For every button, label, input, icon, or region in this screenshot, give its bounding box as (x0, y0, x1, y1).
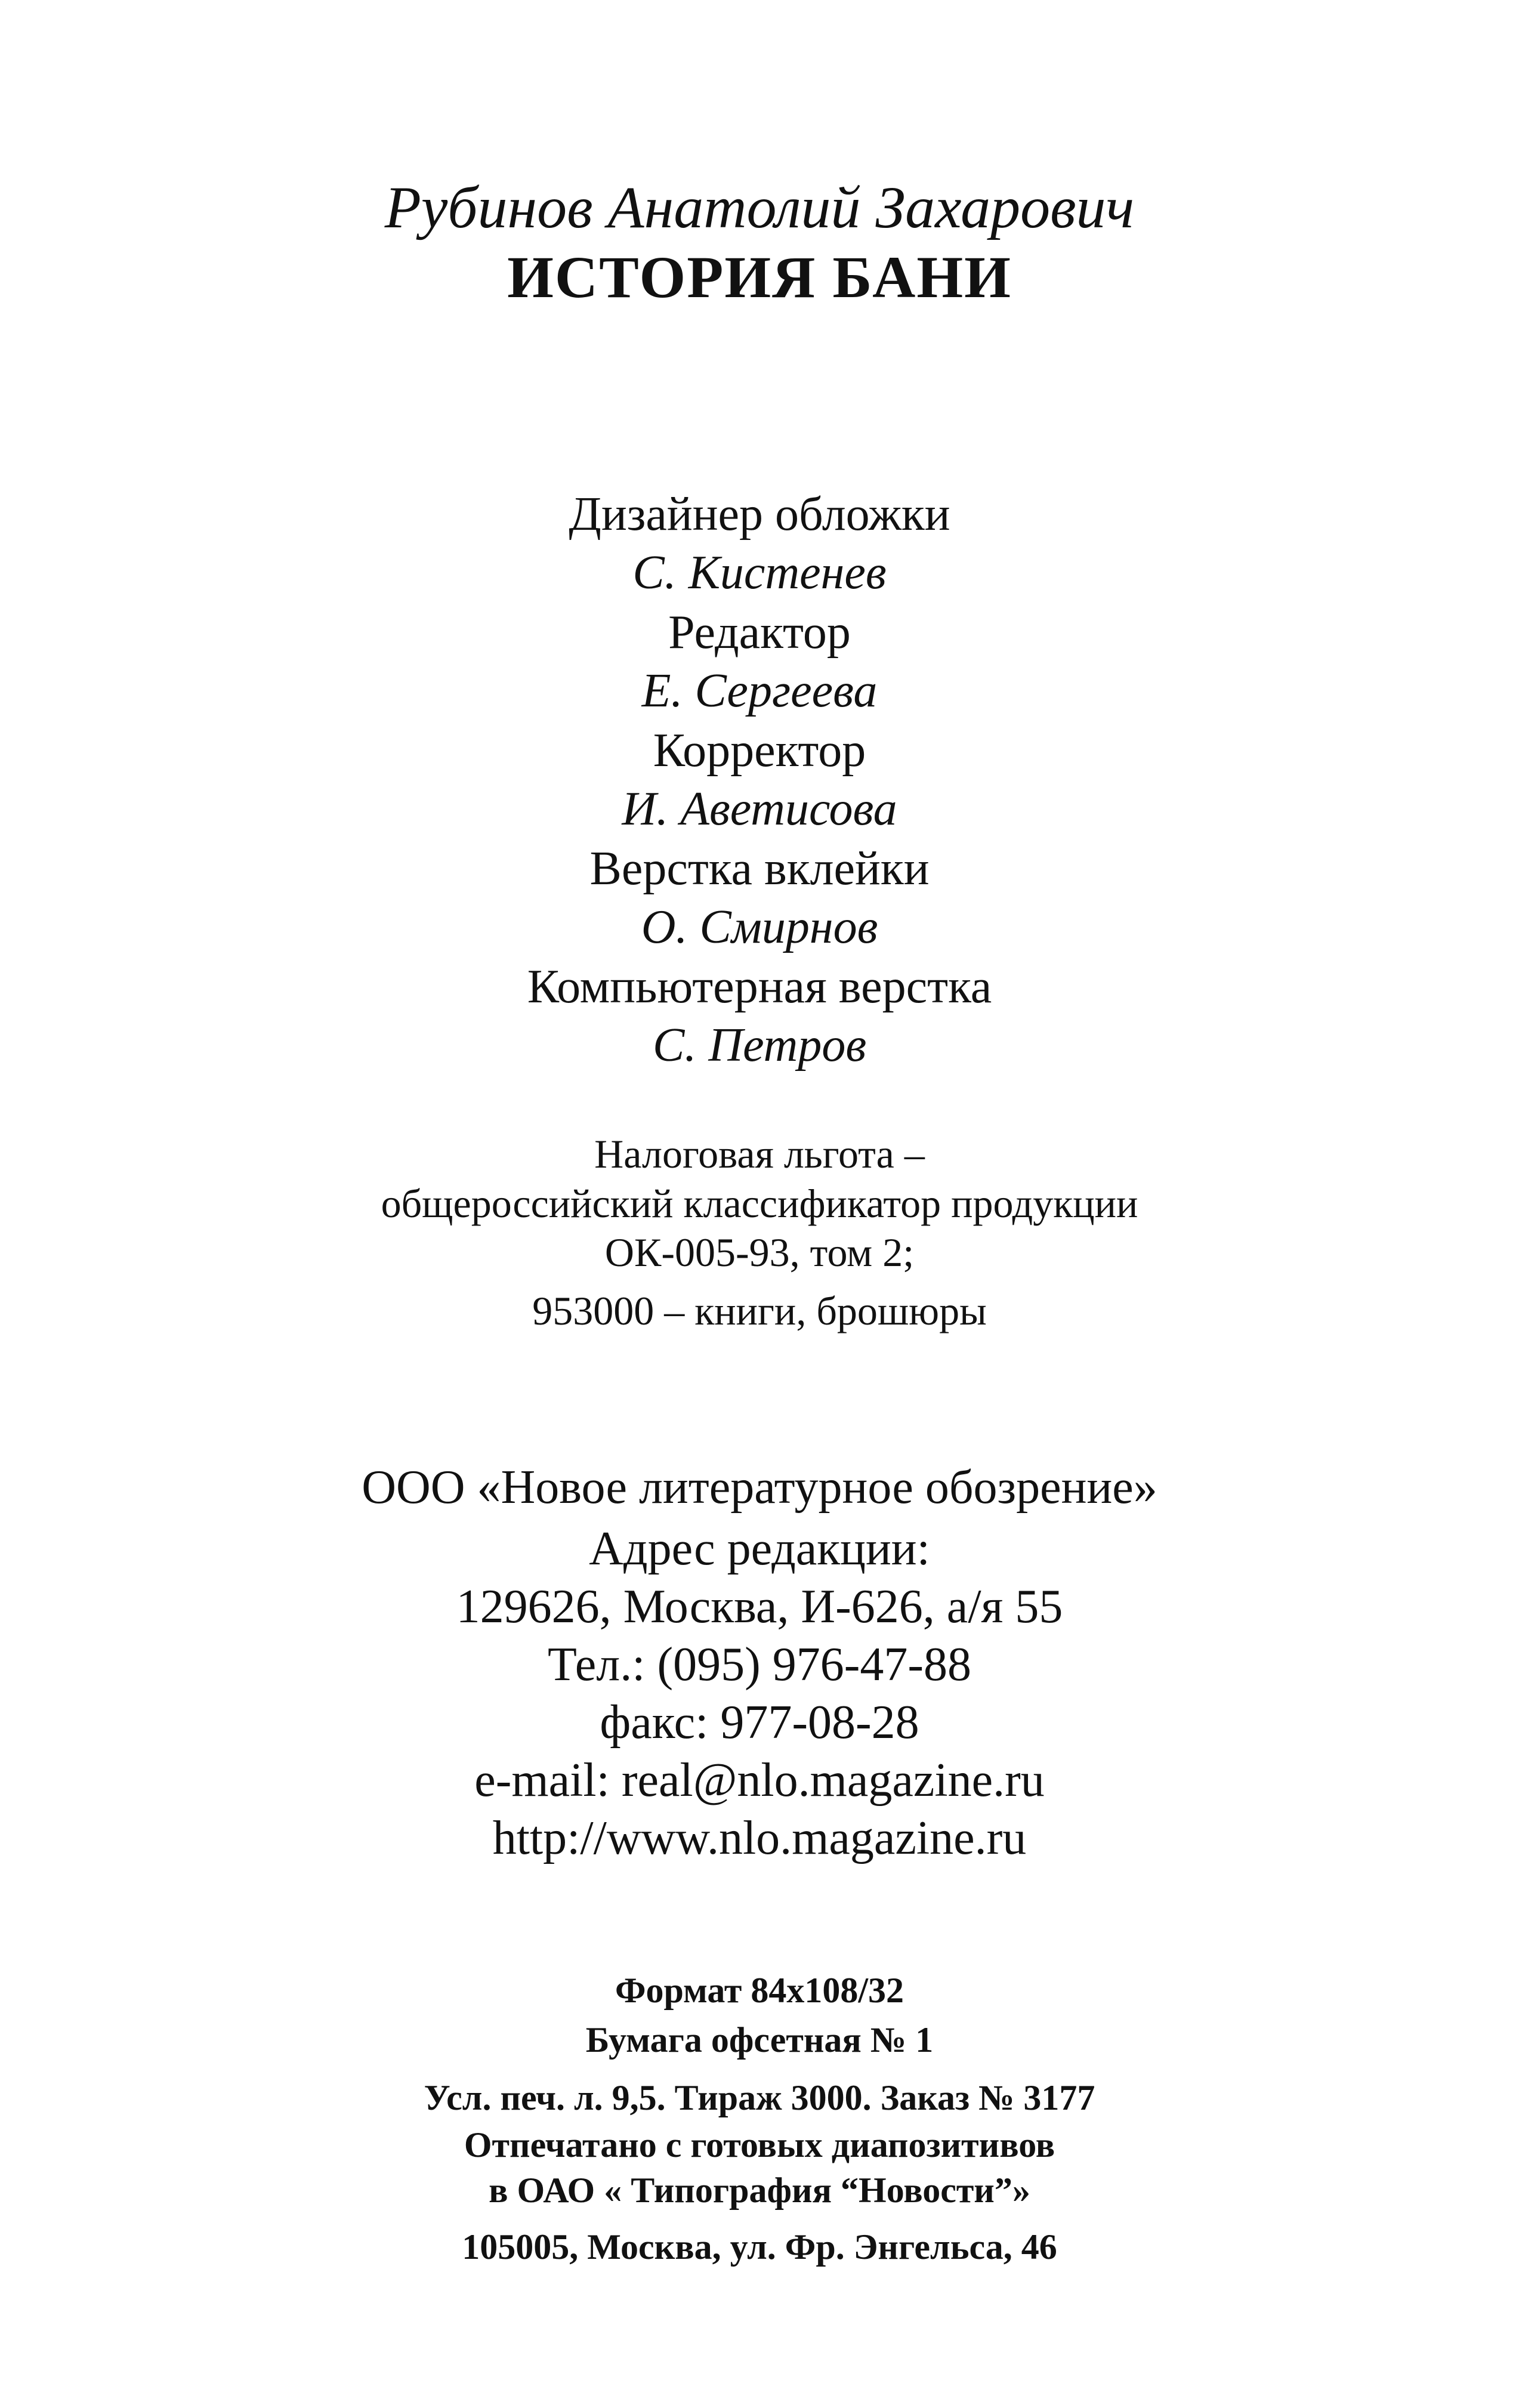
credit-name-insert-layout: О. Смирнов (641, 901, 878, 953)
credit-role-insert-layout: Верстка вклейки (589, 842, 930, 895)
credit-role-cover-designer: Дизайнер обложки (569, 488, 950, 541)
credit-role-editor: Редактор (668, 606, 851, 659)
tax-code-line: ОК-005-93, том 2; (604, 1230, 915, 1275)
print-run-info: Усл. печ. л. 9,5. Тираж 3000. Заказ № 3177 (424, 2078, 1095, 2117)
publisher-name: ООО «Новое литературное обозрение» (362, 1461, 1157, 1514)
print-format: Формат 84x108/32 (615, 1971, 904, 2010)
credit-name-proofreader: И. Аветисова (622, 783, 897, 835)
print-source-line: Отпечатано с готовых диапозитивов (464, 2125, 1055, 2165)
tax-category-line: 953000 – книги, брошюры (532, 1288, 987, 1333)
publisher-phone: Тел.: (095) 976-47-88 (547, 1638, 972, 1691)
tax-classifier-line: общероссийский классификатор продукции (381, 1181, 1138, 1226)
publisher-email: e-mail: real@nlo.magazine.ru (474, 1754, 1045, 1807)
tax-benefit-line: Налоговая льгота – (594, 1131, 925, 1177)
print-printer-line: в ОАО « Типография “Новости”» (489, 2171, 1030, 2210)
print-paper: Бумага офсетная № 1 (585, 2020, 934, 2060)
publisher-fax: факс: 977-08-28 (600, 1696, 919, 1749)
book-title: ИСТОРИЯ БАНИ (507, 244, 1012, 310)
publisher-address: 129626, Москва, И-626, а/я 55 (456, 1580, 1063, 1633)
credit-name-computer-layout: С. Петров (652, 1019, 867, 1072)
author-name: Рубинов Анатолий Захарович (384, 174, 1135, 240)
credit-name-editor: Е. Сергеева (641, 665, 878, 717)
publisher-website: http://www.nlo.magazine.ru (492, 1812, 1027, 1864)
publisher-address-label: Адрес редакции: (589, 1523, 930, 1575)
credit-role-proofreader: Корректор (653, 724, 866, 777)
credit-role-computer-layout: Компьютерная верстка (527, 961, 992, 1013)
printer-address: 105005, Москва, ул. Фр. Энгельса, 46 (462, 2227, 1057, 2267)
credit-name-cover-designer: С. Кистенев (632, 547, 887, 599)
